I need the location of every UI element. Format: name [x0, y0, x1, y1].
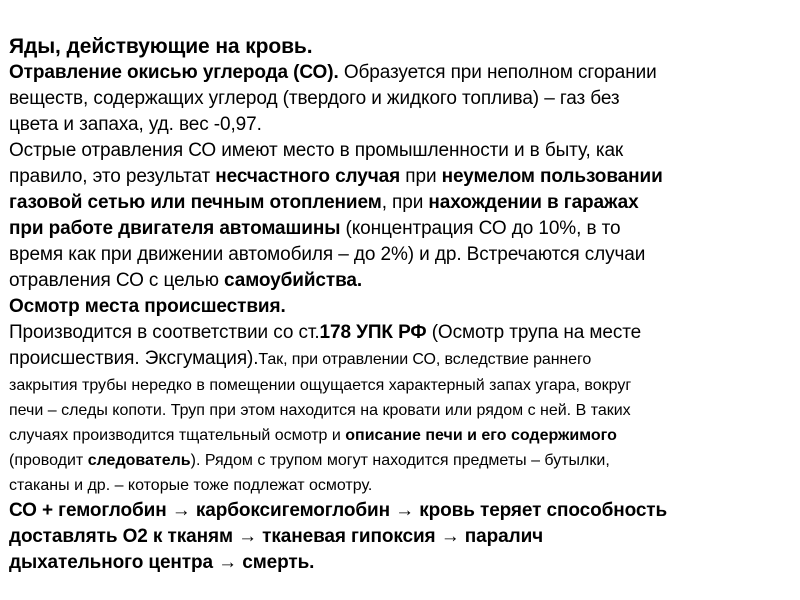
co-intro-line-3: цвета и запаха, уд. вес -0,97.	[9, 114, 262, 135]
text-segment: отравления СО с целью	[9, 270, 225, 291]
text-segment: случаях производится тщательный осмотр и	[9, 427, 346, 444]
scene-heading	[9, 294, 794, 320]
chain-line-2	[9, 524, 794, 550]
scene-line-4: печи – следы копоти. Труп при этом находится на кровати или рядом с ней. В таких	[9, 402, 631, 419]
scene-line-2	[9, 346, 794, 373]
acute-line-4	[9, 216, 794, 242]
emphasis-garage: нахождении в гаражах	[428, 192, 639, 213]
co-intro-text: Образуется при неполном сгорании	[338, 62, 657, 83]
text-segment-small: Так, при отравлении СО, вследствие раннего	[258, 351, 592, 368]
co-intro-line-1	[9, 60, 794, 86]
emphasis-accident: несчастного случая	[215, 166, 401, 187]
co-intro-line-2: веществ, содержащих углерод (твердого и жидкого топлива) – газ без	[9, 88, 620, 109]
text-segment: (Осмотр трупа на месте	[426, 322, 642, 343]
page-title: Яды, действующие на кровь.	[9, 35, 313, 58]
text-segment: Производится в соответствии со ст.	[9, 322, 320, 343]
acute-line-5: время как при движении автомобиля – до 2%) и др. Встречаются случаи	[9, 244, 646, 265]
acute-line-2	[9, 164, 794, 190]
mechanism-chain: доставлять О2 к тканям → тканевая гипоксия → паралич	[9, 526, 544, 547]
emphasis-misuse: неумелом пользовании	[441, 166, 663, 187]
chain-line-3	[9, 550, 794, 576]
section-heading: Осмотр места происшествия.	[9, 296, 286, 317]
emphasis-investigator: следователь	[87, 452, 191, 469]
slide-text	[9, 33, 794, 576]
scene-line-3: закрытия трубы нередко в помещении ощущается характерный запах угара, вокруг	[9, 377, 632, 394]
scene-line-7: стаканы и др. – которые тоже подлежат осмотру.	[9, 477, 373, 494]
text-segment: (проводит	[9, 452, 88, 469]
text-segment: (концентрация СО до 10%, в то	[340, 218, 621, 239]
acute-line-3	[9, 190, 794, 216]
mechanism-chain: дыхательного центра → смерть.	[9, 552, 315, 573]
emphasis-stove: описание печи и его содержимого	[345, 427, 617, 444]
text-segment: правило, это результат	[9, 166, 216, 187]
acute-line-1: Острые отравления СО имеют место в промышленности и в быту, как	[9, 140, 624, 161]
text-segment: ). Рядом с трупом могут находится предметы – бутылки,	[190, 452, 610, 469]
scene-line-5	[9, 423, 794, 448]
emphasis-law-article: 178 УПК РФ	[319, 322, 427, 343]
emphasis-gas-network: газовой сетью или печным отоплением	[9, 192, 382, 213]
text-segment: при	[400, 166, 442, 187]
scene-line-1	[9, 320, 794, 346]
chain-line-1	[9, 498, 794, 524]
text-segment: , при	[381, 192, 429, 213]
emphasis-engine: при работе двигателя автомашины	[9, 218, 341, 239]
mechanism-chain: СО + гемоглобин → карбоксигемоглобин → кровь теряет способность	[9, 500, 668, 521]
acute-line-6	[9, 268, 794, 294]
co-heading: Отравление окисью углерода (СО).	[9, 62, 339, 83]
scene-line-6	[9, 448, 794, 473]
text-segment: происшествия. Эксгумация).	[9, 348, 259, 369]
emphasis-suicide: самоубийства.	[224, 270, 363, 291]
